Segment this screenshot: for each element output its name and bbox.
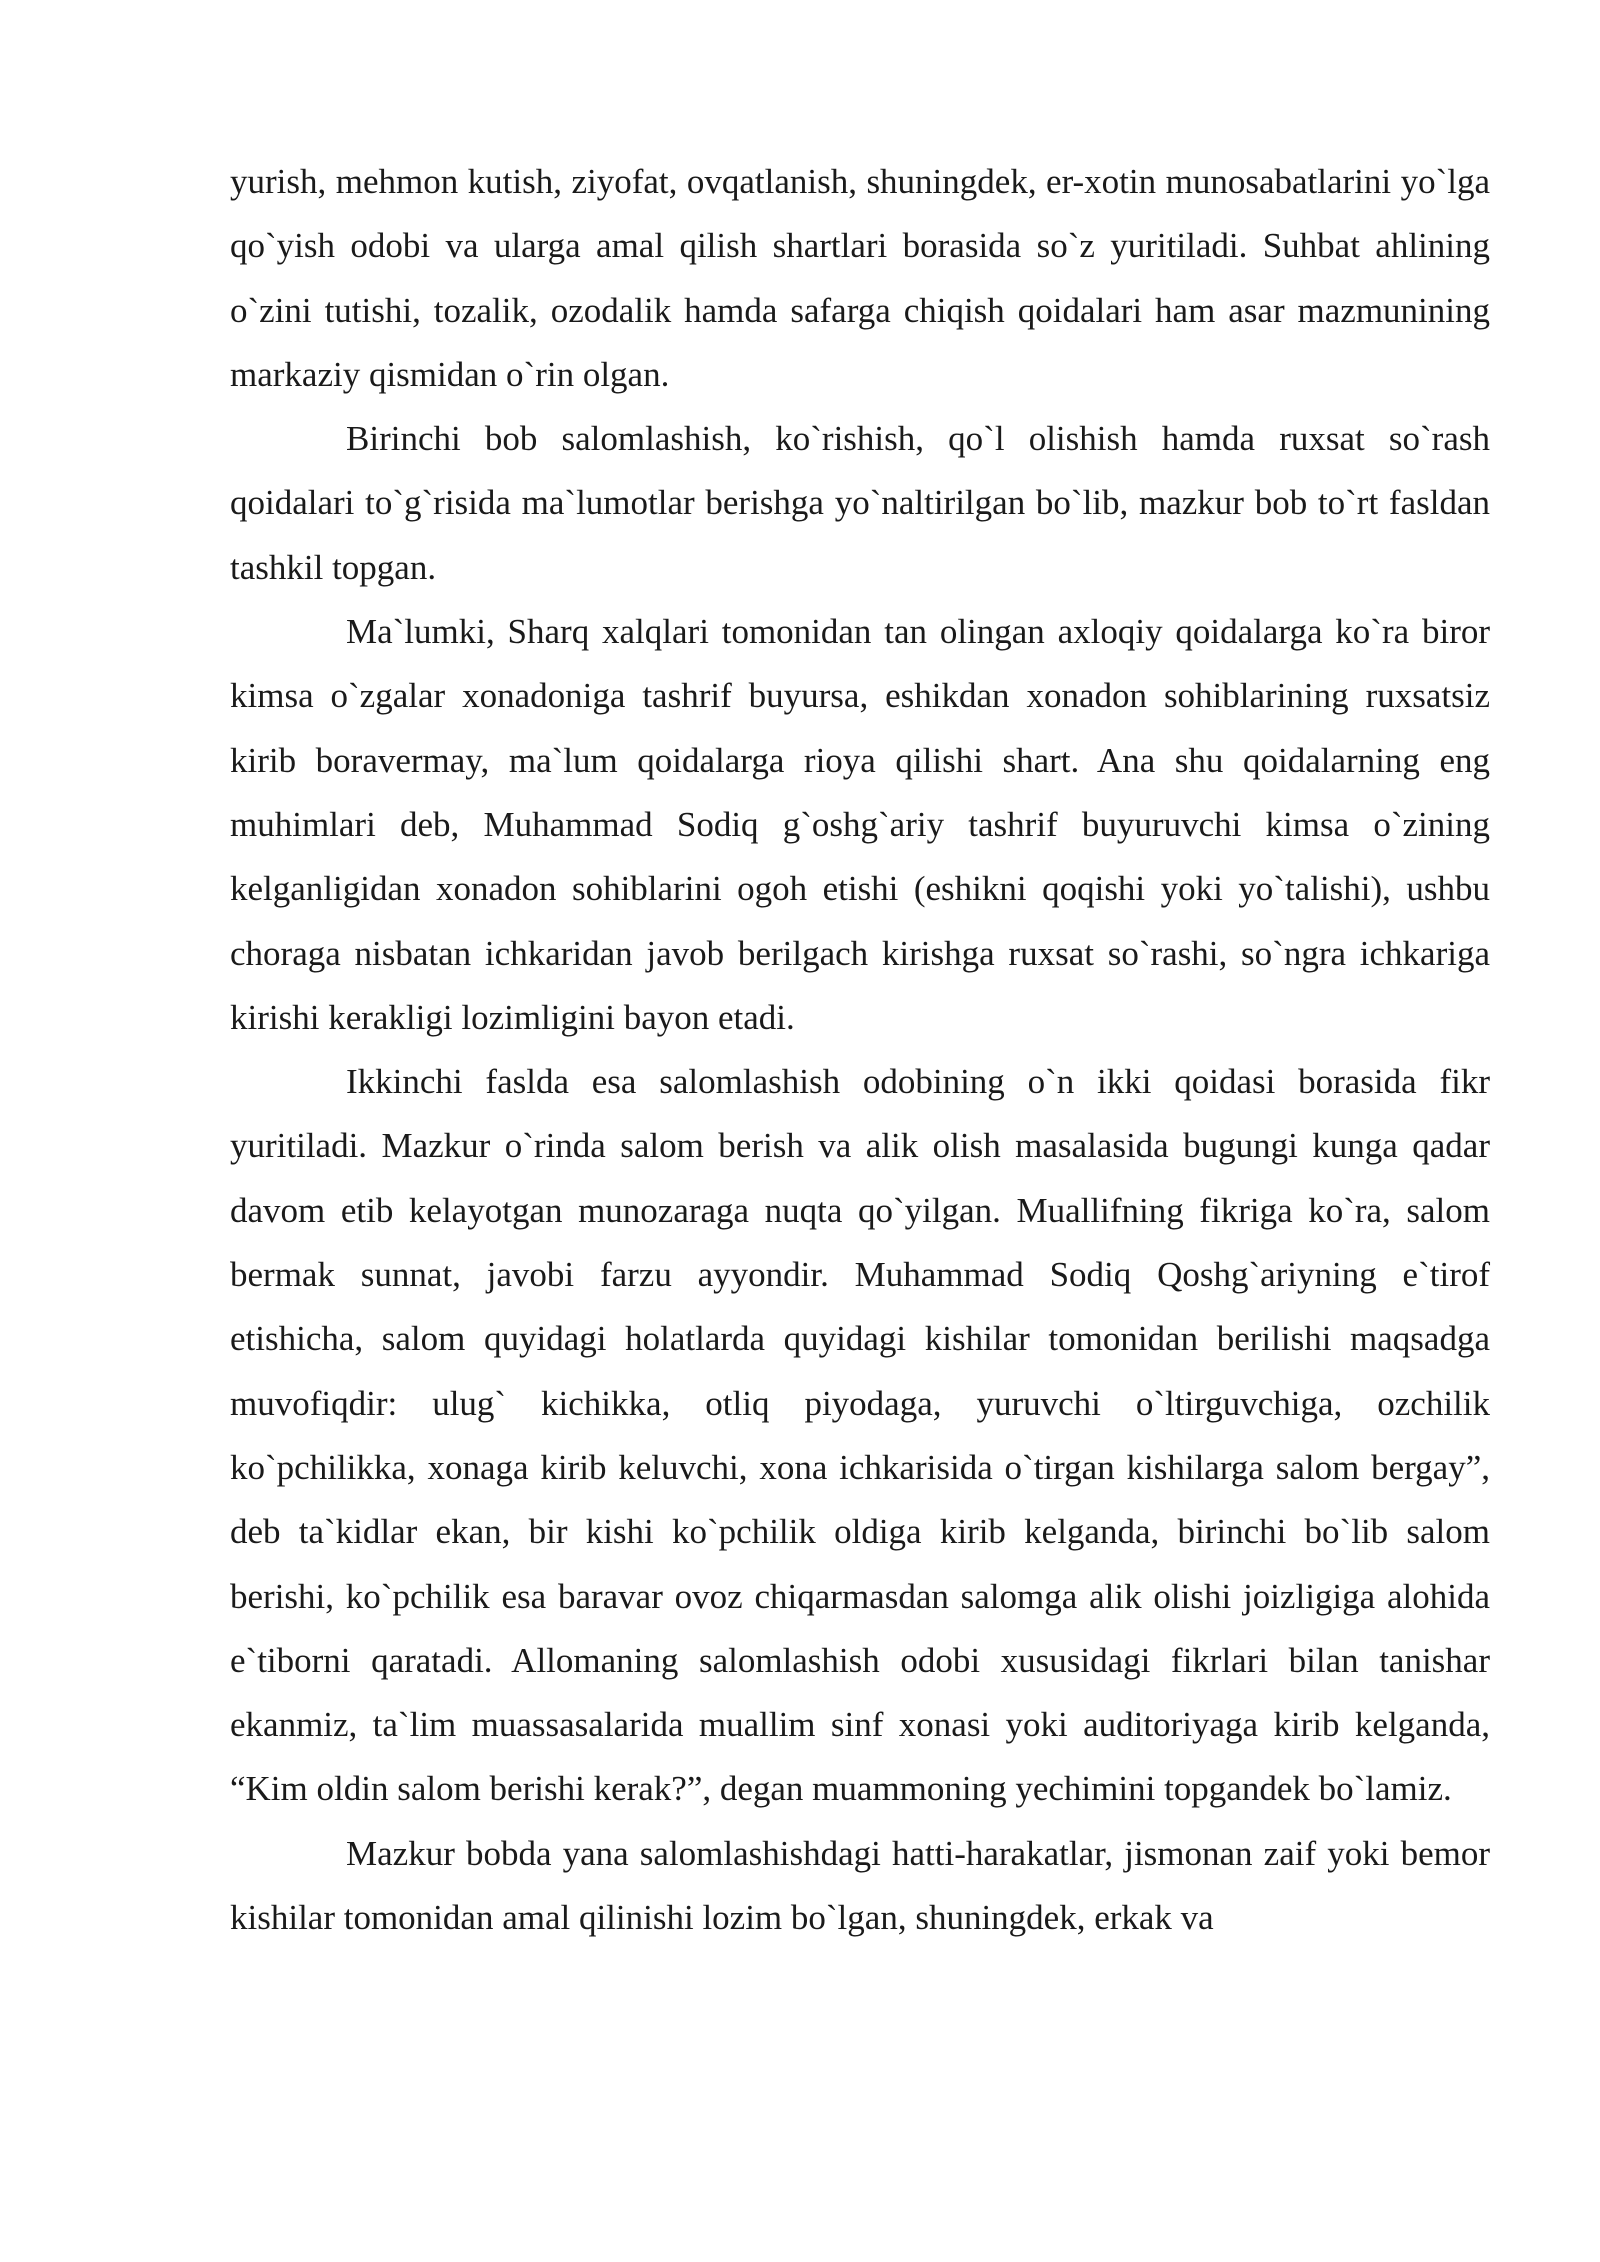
paragraph-5: Mazkur bobda yana salomlashishdagi hatti-harakatlar, jismonan zaif yoki bemor kishilar tomonidan amal qilinishi lozim bo`lgan, shuningdek, erkak va (230, 1833, 1490, 1938)
paragraph-1: yurish, mehmon kutish, ziyofat, ovqatlanish, shuningdek, er-xotin munosabatlarini yo`lga qo`yish odobi va ularga amal qilish shartlari borasida so`z yuritiladi. Suhbat ahlining o`zini tutishi, tozalik, ozodalik hamda safarga chiqish qoidalari ham asar mazmunining markaziy qismidan o`rin olgan. (230, 162, 1490, 394)
paragraph-3: Ma`lumki, Sharq xalqlari tomonidan tan olingan axloqiy qoidalarga ko`ra biror kimsa o`zgalar xonadoniga tashrif buyursa, eshikdan xonadon sohiblarining ruxsatsiz kirib boravermay, ma`lum qoidalarga rioya qilishi shart. Ana shu qoidalarning eng muhimlari deb, Muhammad Sodiq g`oshg`ariy tashrif buyuruvchi kimsa o`zining kelganligidan xonadon sohiblarini ogoh etishi (eshikni qoqishi yoki yo`talishi), ushbu choraga nisbatan ichkaridan javob berilgach kirishga ruxsat so`rashi, so`ngra ichkariga kirishi kerakligi lozimligini bayon etadi. (230, 612, 1490, 1037)
paragraph-2: Birinchi bob salomlashish, ko`rishish, qo`l olishish hamda ruxsat so`rash qoidalari to`g`risida ma`lumotlar berishga yo`naltirilgan bo`lib, mazkur bob to`rt fasldan tashkil topgan. (230, 419, 1490, 587)
document-body (230, 150, 1490, 1950)
paragraph-4: Ikkinchi faslda esa salomlashish odobining o`n ikki qoidasi borasida fikr yuritiladi. Mazkur o`rinda salom berish va alik olish masalasida bugungi kunga qadar davom etib kelayotgan munozaraga nuqta qo`yilgan. Muallifning fikriga ko`ra, salom bermak sunnat, javobi farzu ayyondir. Muhammad Sodiq Qoshg`ariyning e`tirof etishicha, salom quyidagi holatlarda quyidagi kishilar tomonidan berilishi maqsadga muvofiqdir: ulug` kichikka, otliq piyodaga, yuruvchi o`ltirguvchiga, ozchilik ko`pchilikka, xonaga kirib keluvchi, xona ichkarisida o`tirgan kishilarga salom bergay”, deb ta`kidlar ekan, bir kishi ko`pchilik oldiga kirib kelganda, birinchi bo`lib salom berishi, ko`pchilik esa baravar ovoz chiqarmasdan salomga alik olishi joizligiga alohida e`tiborni qaratadi. Allomaning salomlashish odobi xususidagi fikrlari bilan tanishar ekanmiz, ta`lim muassasalarida muallim sinf xonasi yoki auditoriyaga kirib kelganda, “Kim oldin salom berishi kerak?”, degan muammoning yechimini topgandek bo`lamiz. (230, 1062, 1490, 1809)
